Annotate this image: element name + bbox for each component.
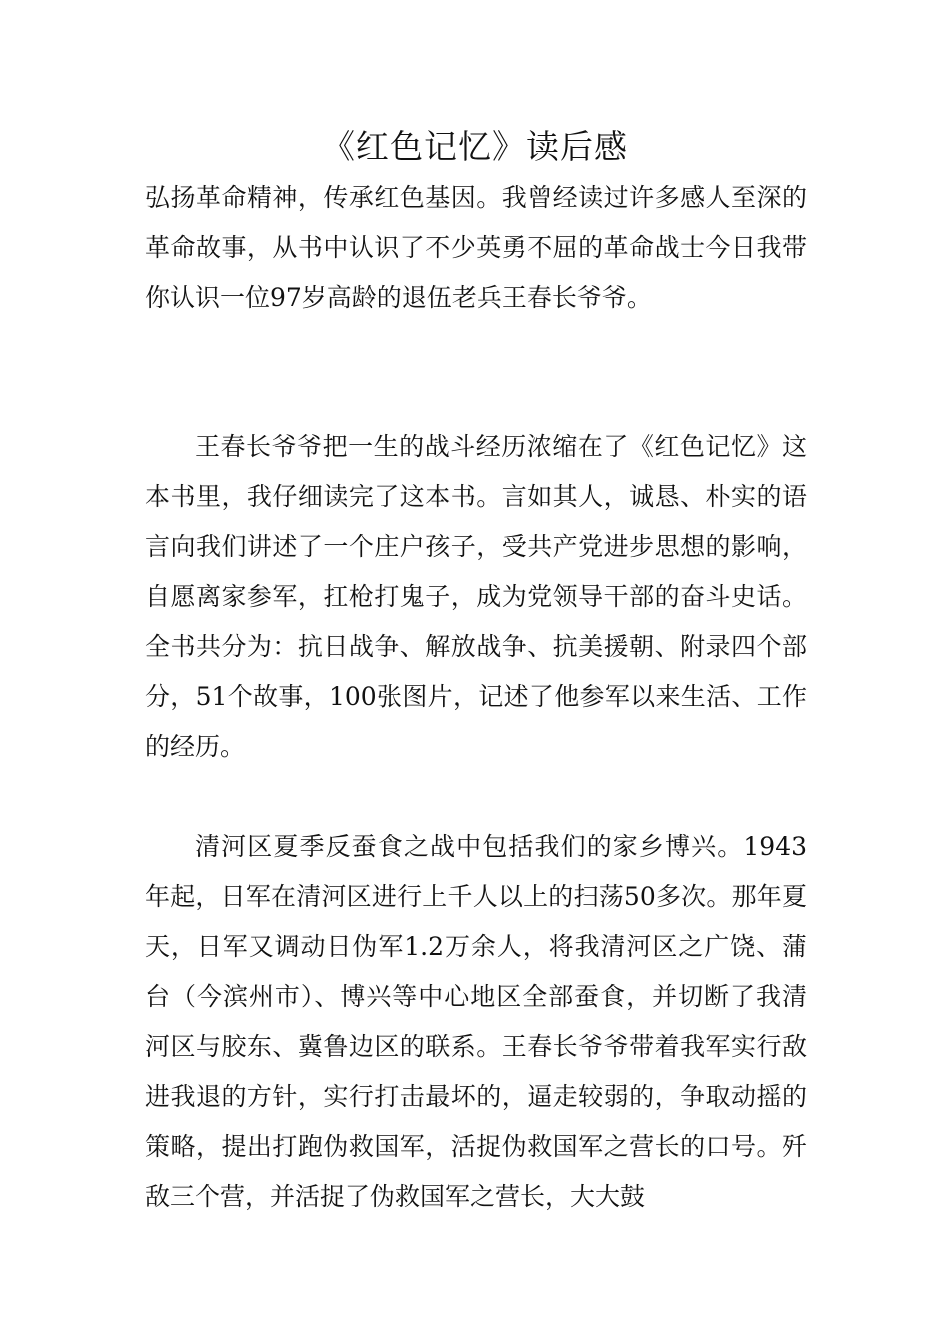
document-title: 《红色记忆》读后感 xyxy=(322,127,628,166)
paragraph-intro: 弘扬革命精神，传承红色基因。我曾经读过许多感人至深的革命故事，从书中认识了不少英勇不屈的革命战士今日我带你认识一位97岁高龄的退伍老兵王春长爷爷。 xyxy=(145,183,807,312)
paragraph-qinghe-battle: 清河区夏季反蚕食之战中包括我们的家乡博兴。1943年起，日军在清河区进行上千人以上的扫荡50多次。那年夏天，日军又调动日伪军1.2万余人，将我清河区之广饶、蒲台（今滨州市）、博兴等中心地区全部蚕食，并切断了我清河区与胶东、冀鲁边区的联系。王春长爷爷带着我军实行敌进我退的方针，实行打击最坏的，逼走较弱的，争取动摇的策略，提出打跑伪救国军，活捉伪救国军之营长的口号。歼敌三个营，并活捉了伪救国军之营长，大大鼓 xyxy=(145,832,807,1211)
paragraph-book-overview: 王春长爷爷把一生的战斗经历浓缩在了《红色记忆》这本书里，我仔细读完了这本书。言如其人，诚恳、朴实的语言向我们讲述了一个庄户孩子，受共产党进步思想的影响，自愿离家参军，扛枪打鬼子，成为党领导干部的奋斗史话。全书共分为：抗日战争、解放战争、抗美援朝、附录四个部分，51个故事，100张图片，记述了他参军以来生活、工作的经历。 xyxy=(145,432,807,761)
